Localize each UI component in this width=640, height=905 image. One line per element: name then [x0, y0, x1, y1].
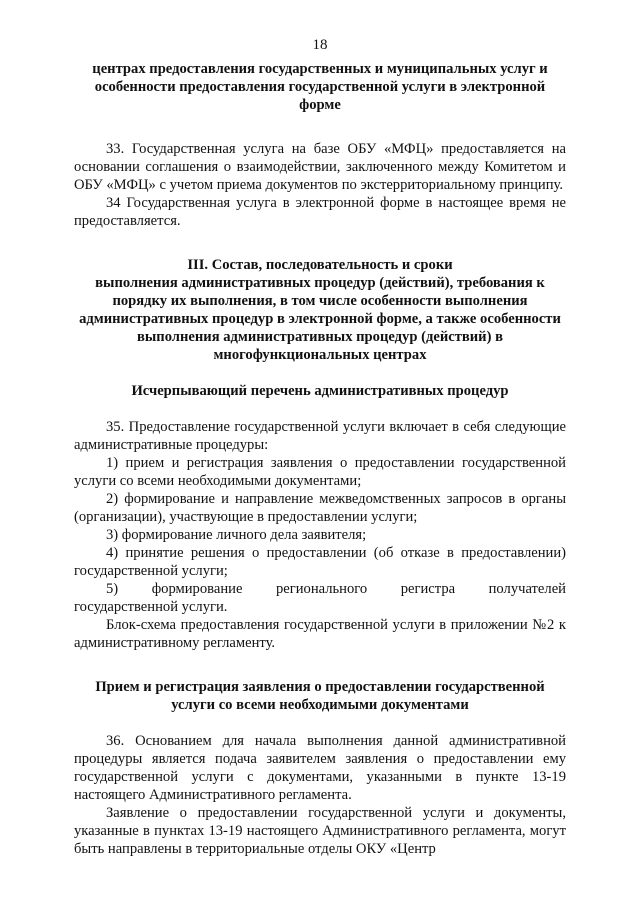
- paragraph-35: 35. Предоставление государственной услуги включает в себя следующие административные процедуры:: [74, 419, 566, 453]
- document-body: [74, 60, 566, 858]
- list-item-1: 1) прием и регистрация заявления о предоставлении государственной услуги со всеми необходимыми документами;: [74, 455, 566, 489]
- list-item-4: 4) принятие решения о предоставлении (об отказе в предоставлении) государственной услуги;: [74, 545, 566, 579]
- subheading-reception-registration: Прием и регистрация заявления о предоставлении государственной услуги со всеми необходимыми документами: [95, 679, 545, 713]
- section-heading-continuation: центрах предоставления государственных и муниципальных услуг и особенности предоставления государственной услуги в электронной форме: [92, 61, 548, 113]
- paragraph-36: 36. Основанием для начала выполнения данной административной процедуры является подача заявителем заявления о предоставлении ему государственной услуги с документами, указанными в пункте 13-19 настоящего Административного регламента.: [74, 733, 566, 803]
- paragraph-33: 33. Государственная услуга на базе ОБУ «МФЦ» предоставляется на основании соглашения о взаимодействии, заключенного между Комитетом и ОБУ «МФЦ» с учетом приема документов по экстерриториальному принципу.: [74, 141, 566, 193]
- list-item-5-word: регионального: [275, 581, 368, 597]
- blockscheme-paragraph: Блок-схема предоставления государственной услуги в приложении №2 к административному регламенту.: [74, 617, 566, 651]
- page-number: 18: [312, 37, 328, 53]
- list-item-5-line: [74, 580, 566, 598]
- list-item-5-word: формирование: [151, 581, 243, 597]
- section-3-subtitle: выполнения административных процедур (действий), требования к порядку их выполнения, в том числе особенности выполнения административных процедур в электронной форме, а также особенности выполнения административных процедур (действий) в многофункциональных центрах: [79, 275, 561, 363]
- list-item-3: 3) формирование личного дела заявителя;: [106, 527, 367, 543]
- section-3-title: III. Состав, последовательность и сроки: [187, 257, 453, 273]
- subheading-procedures-list: Исчерпывающий перечень административных процедур: [131, 383, 509, 399]
- paragraph-36-continued: Заявление о предоставлении государственной услуги и документы, указанные в пунктах 13-19 настоящего Административного регламента, могут быть направлены в территориальные отделы ОКУ «Центр: [74, 805, 566, 857]
- list-item-5-tail: государственной услуги.: [74, 599, 228, 615]
- list-item-2: 2) формирование и направление межведомственных запросов в органы (организации), участвующие в предоставлении услуги;: [74, 491, 566, 525]
- list-item-5-word: 5): [106, 581, 119, 597]
- list-item-5-word: получателей: [488, 581, 566, 597]
- list-item-5-word: регистра: [400, 581, 456, 597]
- paragraph-34: 34 Государственная услуга в электронной форме в настоящее время не предоставляется.: [74, 195, 566, 229]
